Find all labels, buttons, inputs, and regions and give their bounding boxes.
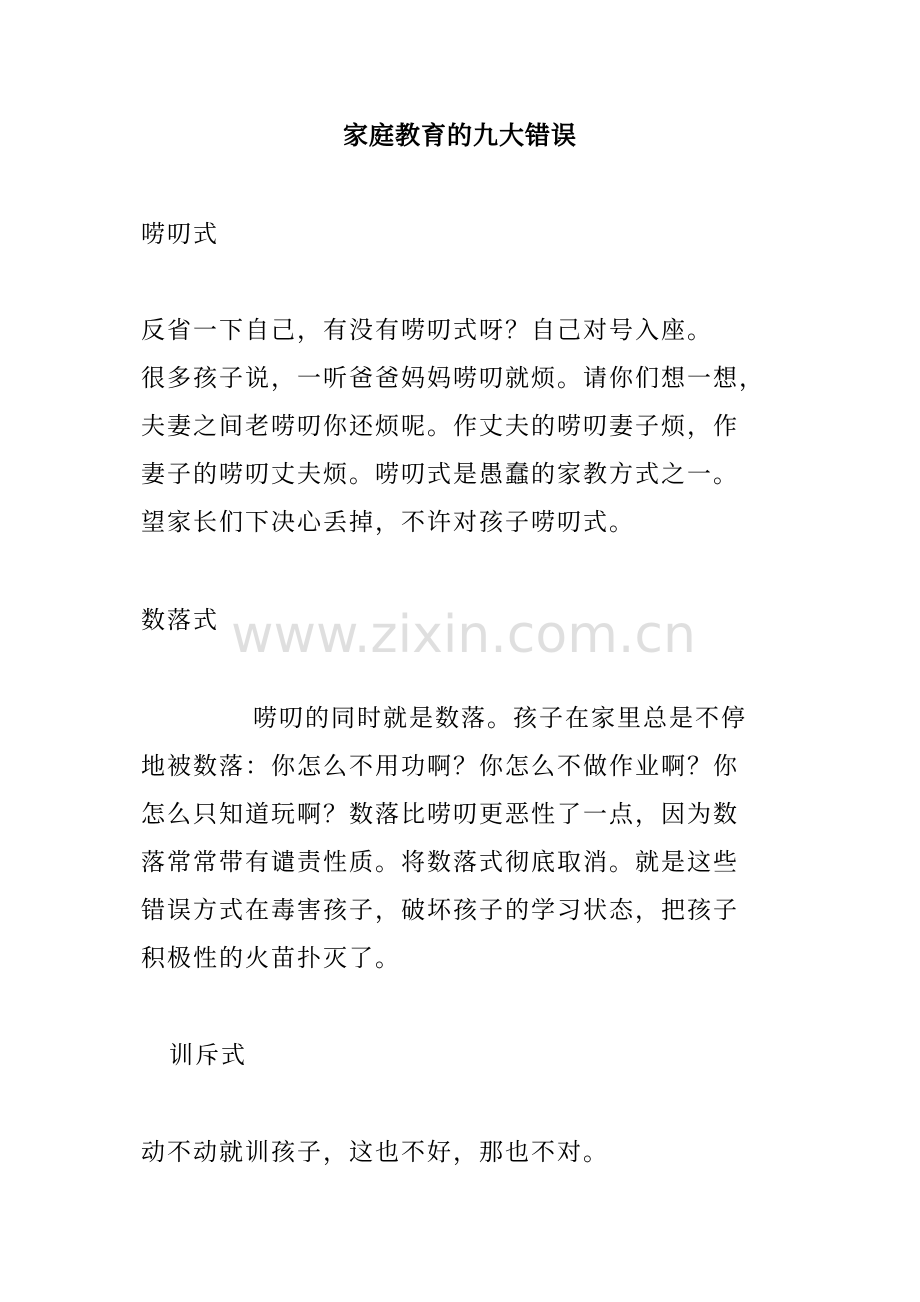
paragraph-line: 错误方式在毒害孩子，破坏孩子的学习状态，把孩子 xyxy=(141,896,739,924)
section-heading-scolding: 数落式 xyxy=(141,606,219,634)
section-paragraph-scolding xyxy=(141,694,791,982)
paragraph-line: 唠叨的同时就是数落。孩子在家里总是不停 xyxy=(253,704,747,732)
paragraph-line: 动不动就训孩子，这也不好，那也不对。 xyxy=(141,1138,609,1166)
paragraph-line: 落常常带有谴责性质。将数落式彻底取消。就是这些 xyxy=(141,848,739,876)
section-paragraph-nagging xyxy=(141,306,791,546)
paragraph-line: 反省一下自己，有没有唠叨式呀？自己对号入座。 xyxy=(141,316,713,344)
paragraph-line: 很多孩子说，一听爸爸妈妈唠叨就烦。请你们想一想， xyxy=(141,364,765,392)
section-paragraph-reprimand xyxy=(141,1128,791,1176)
watermark-text: www.zixin.com.cn xyxy=(231,605,696,665)
paragraph-line: 妻子的唠叨丈夫烦。唠叨式是愚蠢的家教方式之一。 xyxy=(141,460,739,488)
paragraph-line: 怎么只知道玩啊？数落比唠叨更恶性了一点，因为数 xyxy=(141,800,739,828)
paragraph-line: 积极性的火苗扑灭了。 xyxy=(141,944,401,972)
section-heading-reprimand: 训斥式 xyxy=(169,1041,247,1069)
paragraph-line: 地被数落：你怎么不用功啊？你怎么不做作业啊？你 xyxy=(141,752,739,780)
document-title: 家庭教育的九大错误 xyxy=(342,121,577,150)
paragraph-line: 夫妻之间老唠叨你还烦呢。作丈夫的唠叨妻子烦，作 xyxy=(141,412,739,440)
paragraph-line: 望家长们下决心丢掉，不许对孩子唠叨式。 xyxy=(141,508,635,536)
section-heading-nagging: 唠叨式 xyxy=(141,220,219,248)
